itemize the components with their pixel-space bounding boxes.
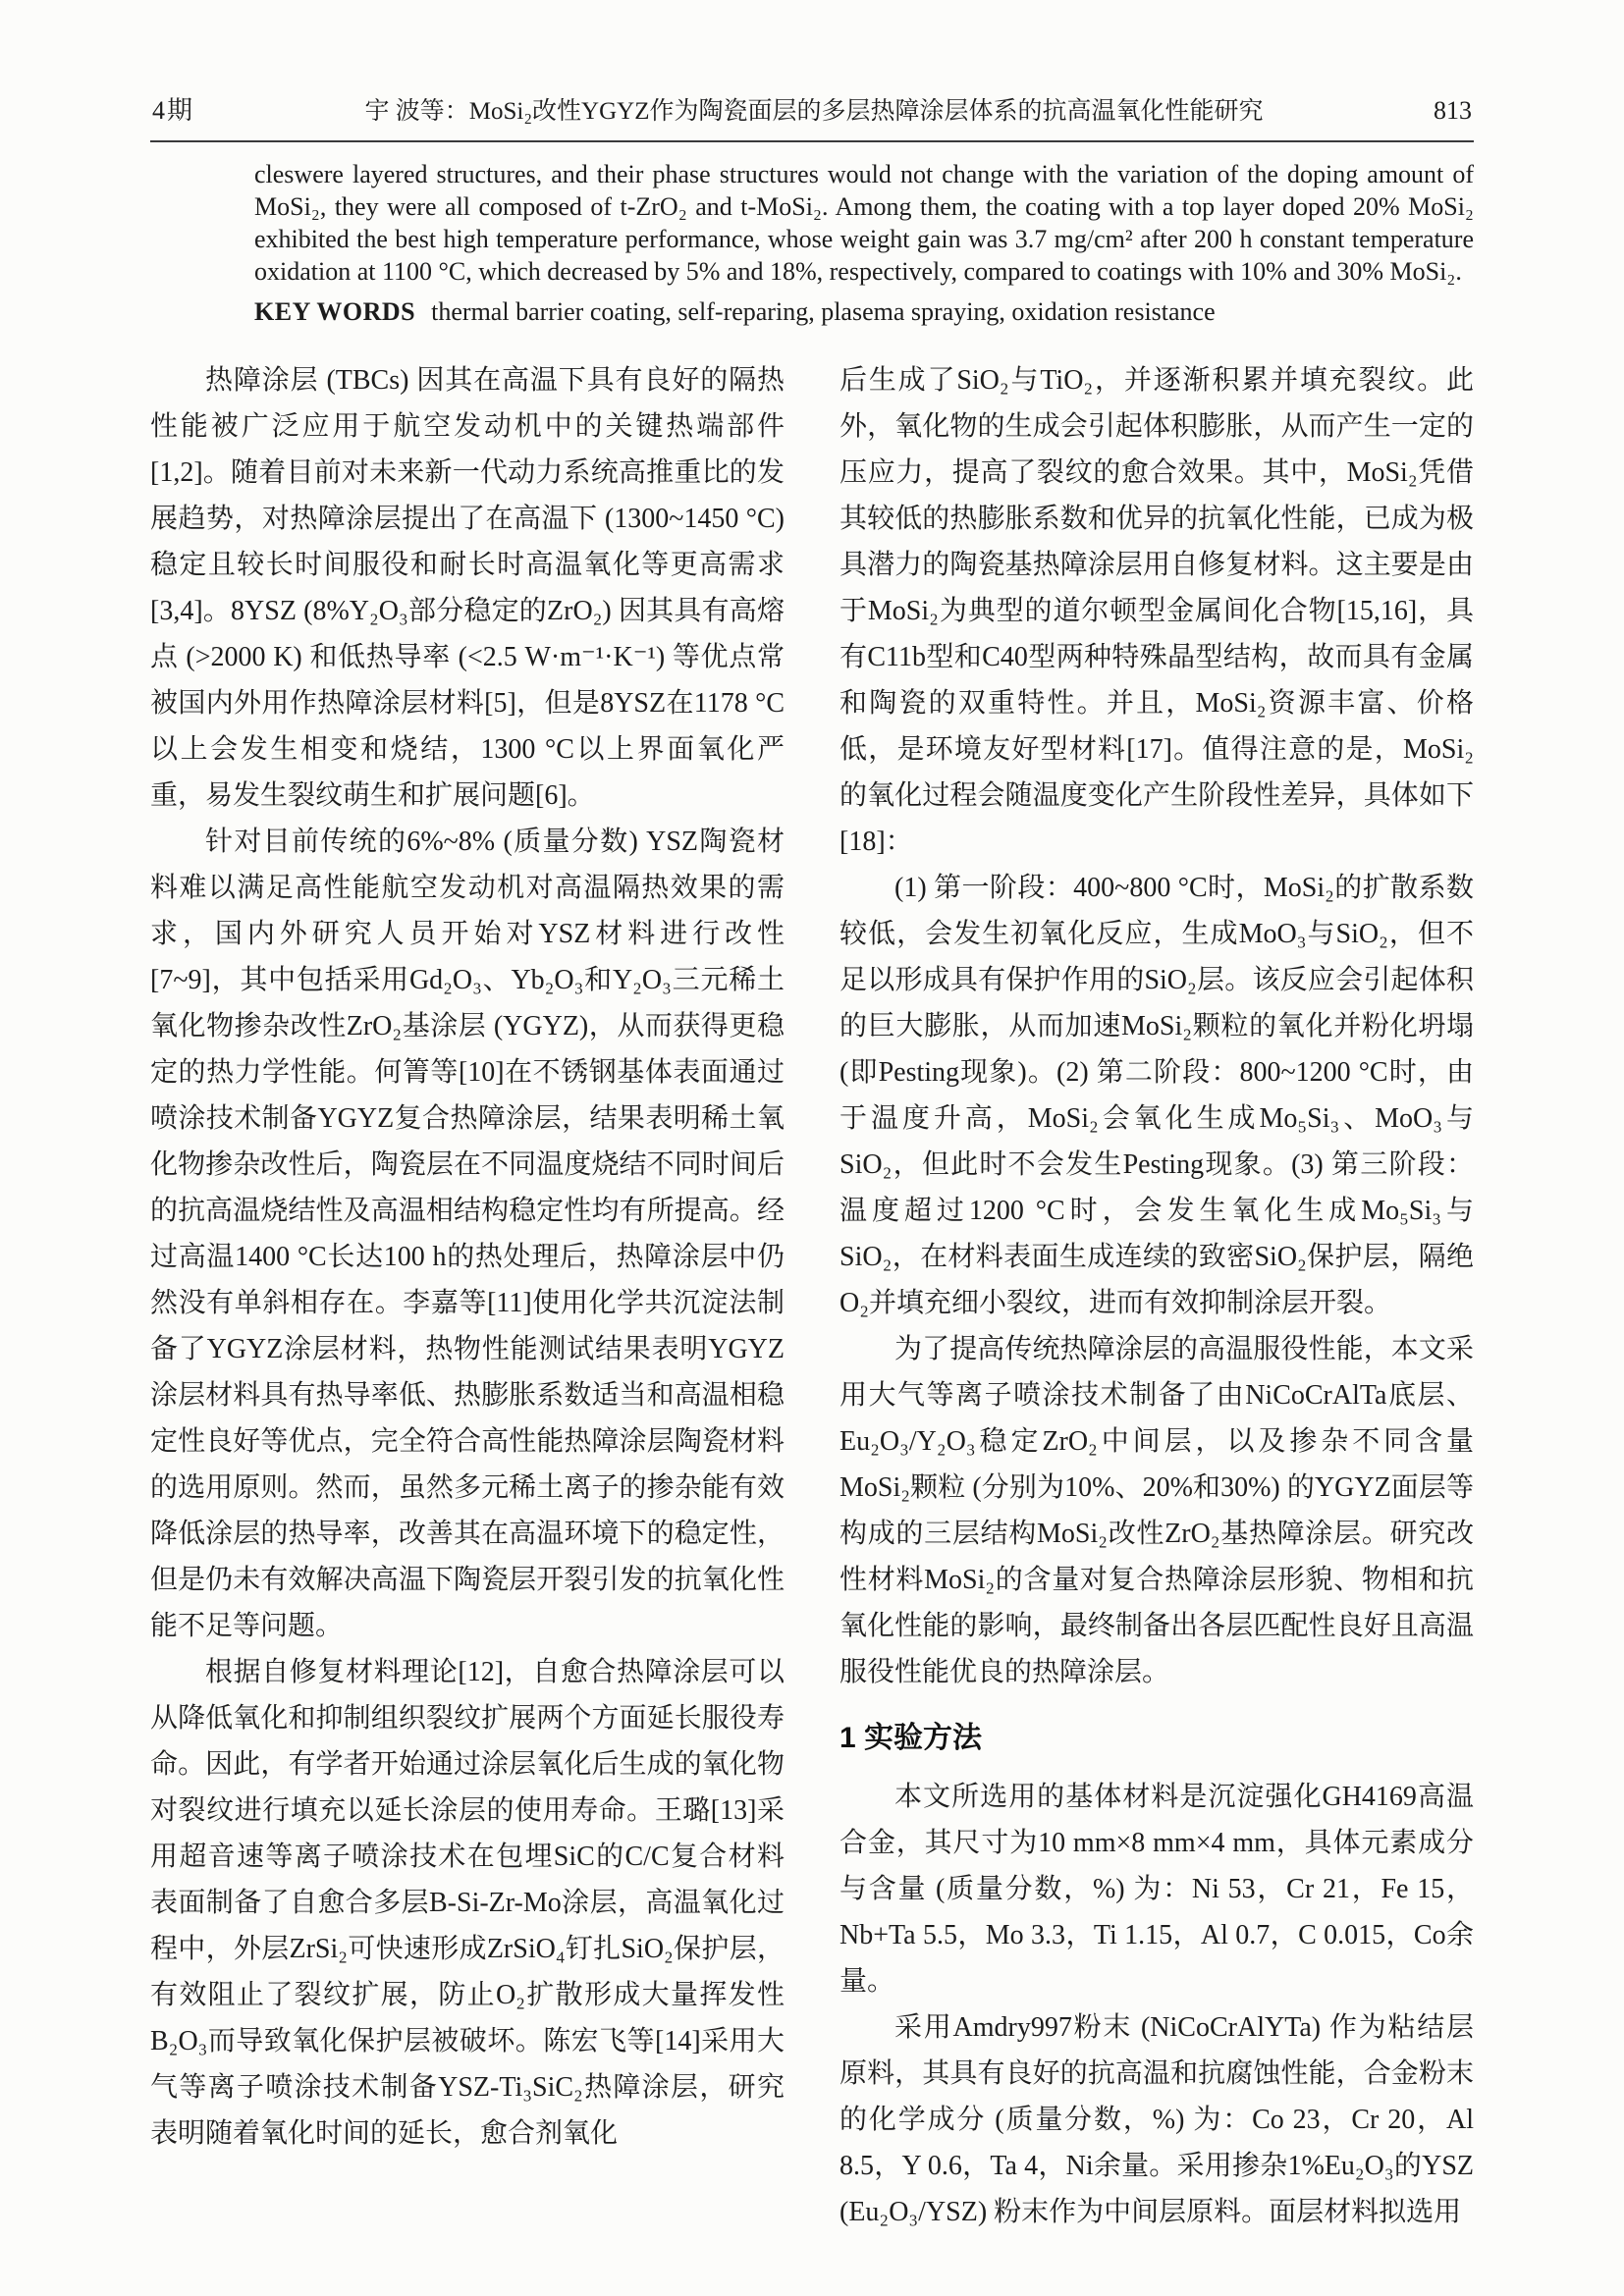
running-title: 宇 波等：MoSi₂改性YGYZ作为陶瓷面层的多层热障涂层体系的抗高温氧化性能研究	[364, 98, 1264, 125]
left-column	[150, 357, 785, 2235]
keywords-text: thermal barrier coating, self-reparing, plasema spraying, oxidation resistance	[431, 297, 1216, 326]
right-column	[839, 357, 1474, 2235]
keywords-label: KEY WORDS	[254, 297, 416, 326]
abstract-text: cleswere layered structures, and their phase structures would not change with the variation of the doping amount of MoSi₂, they were all composed of t-ZrO₂ and t-MoSi₂. Among them, the coating with a top layer doped 20% MoSi₂ exhibited the best high temperature performance, whose weight gain was 3.7 mg/cm² after 200 h constant temperature oxidation at 1100 °C, which decreased by 5% and 18%, respectively, compared to coatings with 10% and 30% MoSi₂.	[254, 160, 1474, 286]
paragraph: 采用Amdry997粉末 (NiCoCrAlYTa) 作为粘结层原料，其具有良好的抗高温和抗腐蚀性能，合金粉末的化学成分 (质量分数，%) 为：Co 23，Cr 20，Al 8.5，Y 0.6，Ta 4，Ni余量。采用掺杂1%Eu₂O₃的YSZ (Eu₂O₃/YSZ) 粉末作为中间层原料。面层材料拟选用	[839, 2012, 1474, 2227]
paragraph: 本文所选用的基体材料是沉淀强化GH4169高温合金，其尺寸为10 mm×8 mm×4 mm，具体元素成分与含量 (质量分数，%) 为：Ni 53，Cr 21，Fe 15，Nb+Ta 5.5，Mo 3.3，Ti 1.15，Al 0.7，C 0.015，Co余量。	[839, 1782, 1474, 1997]
paragraph: 热障涂层 (TBCs) 因其在高温下具有良好的隔热性能被广泛应用于航空发动机中的关键热端部件[1,2]。随着目前对未来新一代动力系统高推重比的发展趋势，对热障涂层提出了在高温下 (1300~1450 °C) 稳定且较长时间服役和耐长时高温氧化等更高需求[3,4]。8YSZ (8%Y₂O₃部分稳定的ZrO₂) 因其具有高熔点 (>2000 K) 和低热导率 (<2.5 W·m⁻¹·K⁻¹) 等优点常被国内外用作热障涂层材料[5]，但是8YSZ在1178 °C以上会发生相变和烧结，1300 °C以上界面氧化严重，易发生裂纹萌生和扩展问题[6]。	[150, 365, 785, 811]
page-number: 813	[1434, 96, 1472, 125]
page-header	[150, 90, 1474, 142]
issue-number: 4期	[152, 96, 195, 125]
paragraph: 根据自修复材料理论[12]，自愈合热障涂层可以从降低氧化和抑制组织裂纹扩展两个方面延长服役寿命。因此，有学者开始通过涂层氧化后生成的氧化物对裂纹进行填充以延长涂层的使用寿命。王璐[13]采用超音速等离子喷涂技术在包埋SiC的C/C复合材料表面制备了自愈合多层B-Si-Zr-Mo涂层，高温氧化过程中，外层ZrSi₂可快速形成ZrSiO₄钉扎SiO₂保护层，有效阻止了裂纹扩展，防止O₂扩散形成大量挥发性B₂O₃而导致氧化保护层被破坏。陈宏飞等[14]采用大气等离子喷涂技术制备YSZ-Ti₃SiC₂热障涂层，研究表明随着氧化时间的延长，愈合剂氧化	[150, 1657, 785, 2149]
paper-page	[150, 90, 1474, 2235]
section-heading-experimental-method: 1 实验方法	[839, 1722, 983, 1754]
paragraph: 针对目前传统的6%~8% (质量分数) YSZ陶瓷材料难以满足高性能航空发动机对高温隔热效果的需求，国内外研究人员开始对YSZ材料进行改性[7~9]，其中包括采用Gd₂O₃、Yb₂O₃和Y₂O₃三元稀土氧化物掺杂改性ZrO₂基涂层 (YGYZ)，从而获得更稳定的热力学性能。何箐等[10]在不锈钢基体表面通过喷涂技术制备YGYZ复合热障涂层，结果表明稀土氧化物掺杂改性后，陶瓷层在不同温度烧结不同时间后的抗高温烧结性及高温相结构稳定性均有所提高。经过高温1400 °C长达100 h的热处理后，热障涂层中仍然没有单斜相存在。李嘉等[11]使用化学共沉淀法制备了YGYZ涂层材料，热物性能测试结果表明YGYZ涂层材料具有热导率低、热膨胀系数适当和高温相稳定性良好等优点，完全符合高性能热障涂层陶瓷材料的选用原则。然而，虽然多元稀土离子的掺杂能有效降低涂层的热导率，改善其在高温环境下的稳定性，但是仍未有效解决高温下陶瓷层开裂引发的抗氧化性能不足等问题。	[150, 827, 785, 1641]
paragraph: 后生成了SiO₂与TiO₂，并逐渐积累并填充裂纹。此外，氧化物的生成会引起体积膨胀，从而产生一定的压应力，提高了裂纹的愈合效果。其中，MoSi₂凭借其较低的热膨胀系数和优异的抗氧化性能，已成为极具潜力的陶瓷基热障涂层用自修复材料。这主要是由于MoSi₂为典型的道尔顿型金属间化合物[15,16]，具有C11b型和C40型两种特殊晶型结构，故而具有金属和陶瓷的双重特性。并且，MoSi₂资源丰富、价格低，是环境友好型材料[17]。值得注意的是，MoSi₂的氧化过程会随温度变化产生阶段性差异，具体如下[18]：	[839, 365, 1474, 857]
keywords-line	[254, 295, 1474, 328]
abstract-continuation	[254, 158, 1474, 328]
paragraph: 为了提高传统热障涂层的高温服役性能，本文采用大气等离子喷涂技术制备了由NiCoCrAlTa底层、Eu₂O₃/Y₂O₃稳定ZrO₂中间层，以及掺杂不同含量MoSi₂颗粒 (分别为10%、20%和30%) 的YGYZ面层等构成的三层结构MoSi₂改性ZrO₂基热障涂层。研究改性材料MoSi₂的含量对复合热障涂层形貌、物相和抗氧化性能的影响，最终制备出各层匹配性良好且高温服役性能优良的热障涂层。	[839, 1334, 1474, 1687]
paragraph: (1) 第一阶段：400~800 °C时，MoSi₂的扩散系数较低，会发生初氧化反应，生成MoO₃与SiO₂，但不足以形成具有保护作用的SiO₂层。该反应会引起体积的巨大膨胀，从而加速MoSi₂颗粒的氧化并粉化坍塌 (即Pesting现象)。(2) 第二阶段：800~1200 °C时，由于温度升高，MoSi₂会氧化生成Mo₅Si₃、MoO₃与SiO₂，但此时不会发生Pesting现象。(3) 第三阶段：温度超过1200 °C时，会发生氧化生成Mo₅Si₃与SiO₂，在材料表面生成连续的致密SiO₂保护层，隔绝O₂并填充细小裂纹，进而有效抑制涂层开裂。	[839, 873, 1474, 1318]
two-column-body	[150, 357, 1474, 2235]
